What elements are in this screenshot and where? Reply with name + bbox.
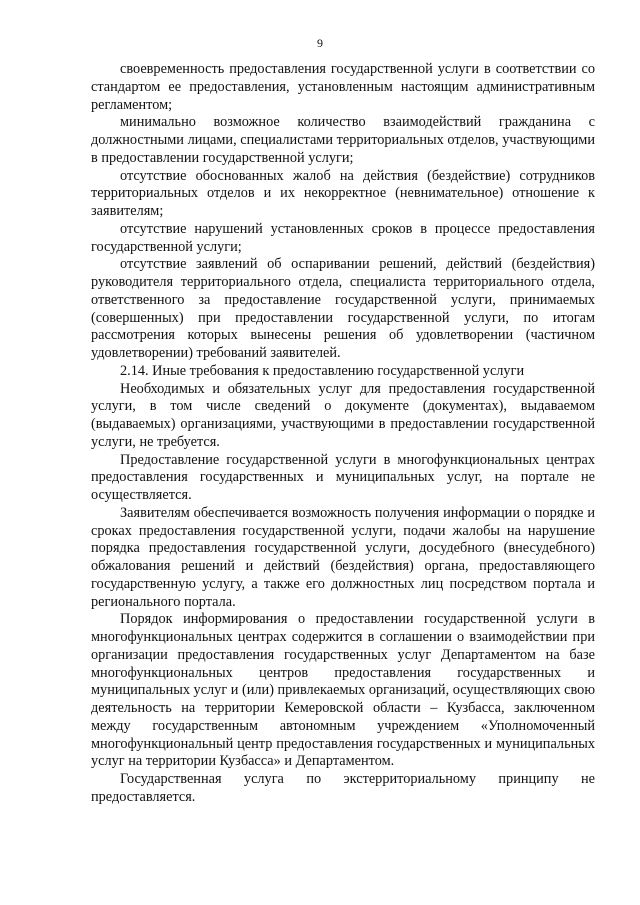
paragraph-timeliness: своевременность предоставления государственной услуги в соответствии со стандартом ее предоставления, установленным настоящим административным регламентом;	[91, 61, 595, 113]
paragraph-no-complaints: отсутствие обоснованных жалоб на действия (бездействие) сотрудников территориальных отделов и их некорректное (невнимательное) отношение к заявителям;	[91, 167, 595, 219]
paragraph-extraterritorial: Государственная услуга по экстерриториальному принципу не предоставляется.	[91, 771, 595, 805]
document-body	[91, 61, 595, 807]
paragraph-no-deadline-violations: отсутствие нарушений установленных сроков в процессе предоставления государственной услуги;	[91, 220, 595, 255]
section-heading-2-14: 2.14. Иные требования к предоставлению государственной услуги	[120, 362, 525, 379]
paragraph-informing-procedure: Порядок информирования о предоставлении государственной услуги в многофункциональных центрах содержится в соглашении о взаимодействии при организации предоставления государственных услуг Департаментом на базе многофункциональных центров предоставления государственных и муниципальных услуг и (или) привлекаемых организаций, осуществляющих свою деятельность на территории Кемеровской области – Кузбасса, заключенном между государственным автономным учреждением «Уполномоченный многофункциональный центр предоставления государственных и муниципальных услуг на территории Кузбасса» и Департаментом.	[91, 611, 595, 770]
paragraph-information-access: Заявителям обеспечивается возможность получения информации о порядке и сроках предоставления государственной услуги, подачи жалобы на нарушение порядка предоставления государственной услуги, досудебного (внесудебного) обжалования решений и действий (бездействия) органа, предоставляющего государственную услугу, а также его должностных лиц посредством портала и регионального портала.	[91, 504, 595, 610]
page-number: 9	[317, 36, 323, 50]
paragraph-minimal-interactions: минимально возможное количество взаимодействий гражданина с должностными лицами, специалистами территориальных отделов, участвующими в предоставлении государственной услуги;	[91, 114, 595, 166]
paragraph-mfc-provision: Предоставление государственной услуги в многофункциональных центрах предоставления государственных и муниципальных услуг, на портале не осуществляется.	[91, 451, 595, 503]
paragraph-required-services: Необходимых и обязательных услуг для предоставления государственной услуги, в том числе сведений о документе (документах), выдаваемом (выдаваемых) организациями, участвующими в предоставлении государственной услуги, не требуется.	[91, 380, 595, 450]
paragraph-no-appeals: отсутствие заявлений об оспаривании решений, действий (бездействия) руководителя территориального отдела, специалиста территориального отдела, ответственного за предоставление государственной услуги, принимаемых (совершенных) при предоставлении государственной услуги, по итогам рассмотрения которых вынесены решения об удовлетворении (частичном удовлетворении) требований заявителей.	[91, 256, 595, 361]
